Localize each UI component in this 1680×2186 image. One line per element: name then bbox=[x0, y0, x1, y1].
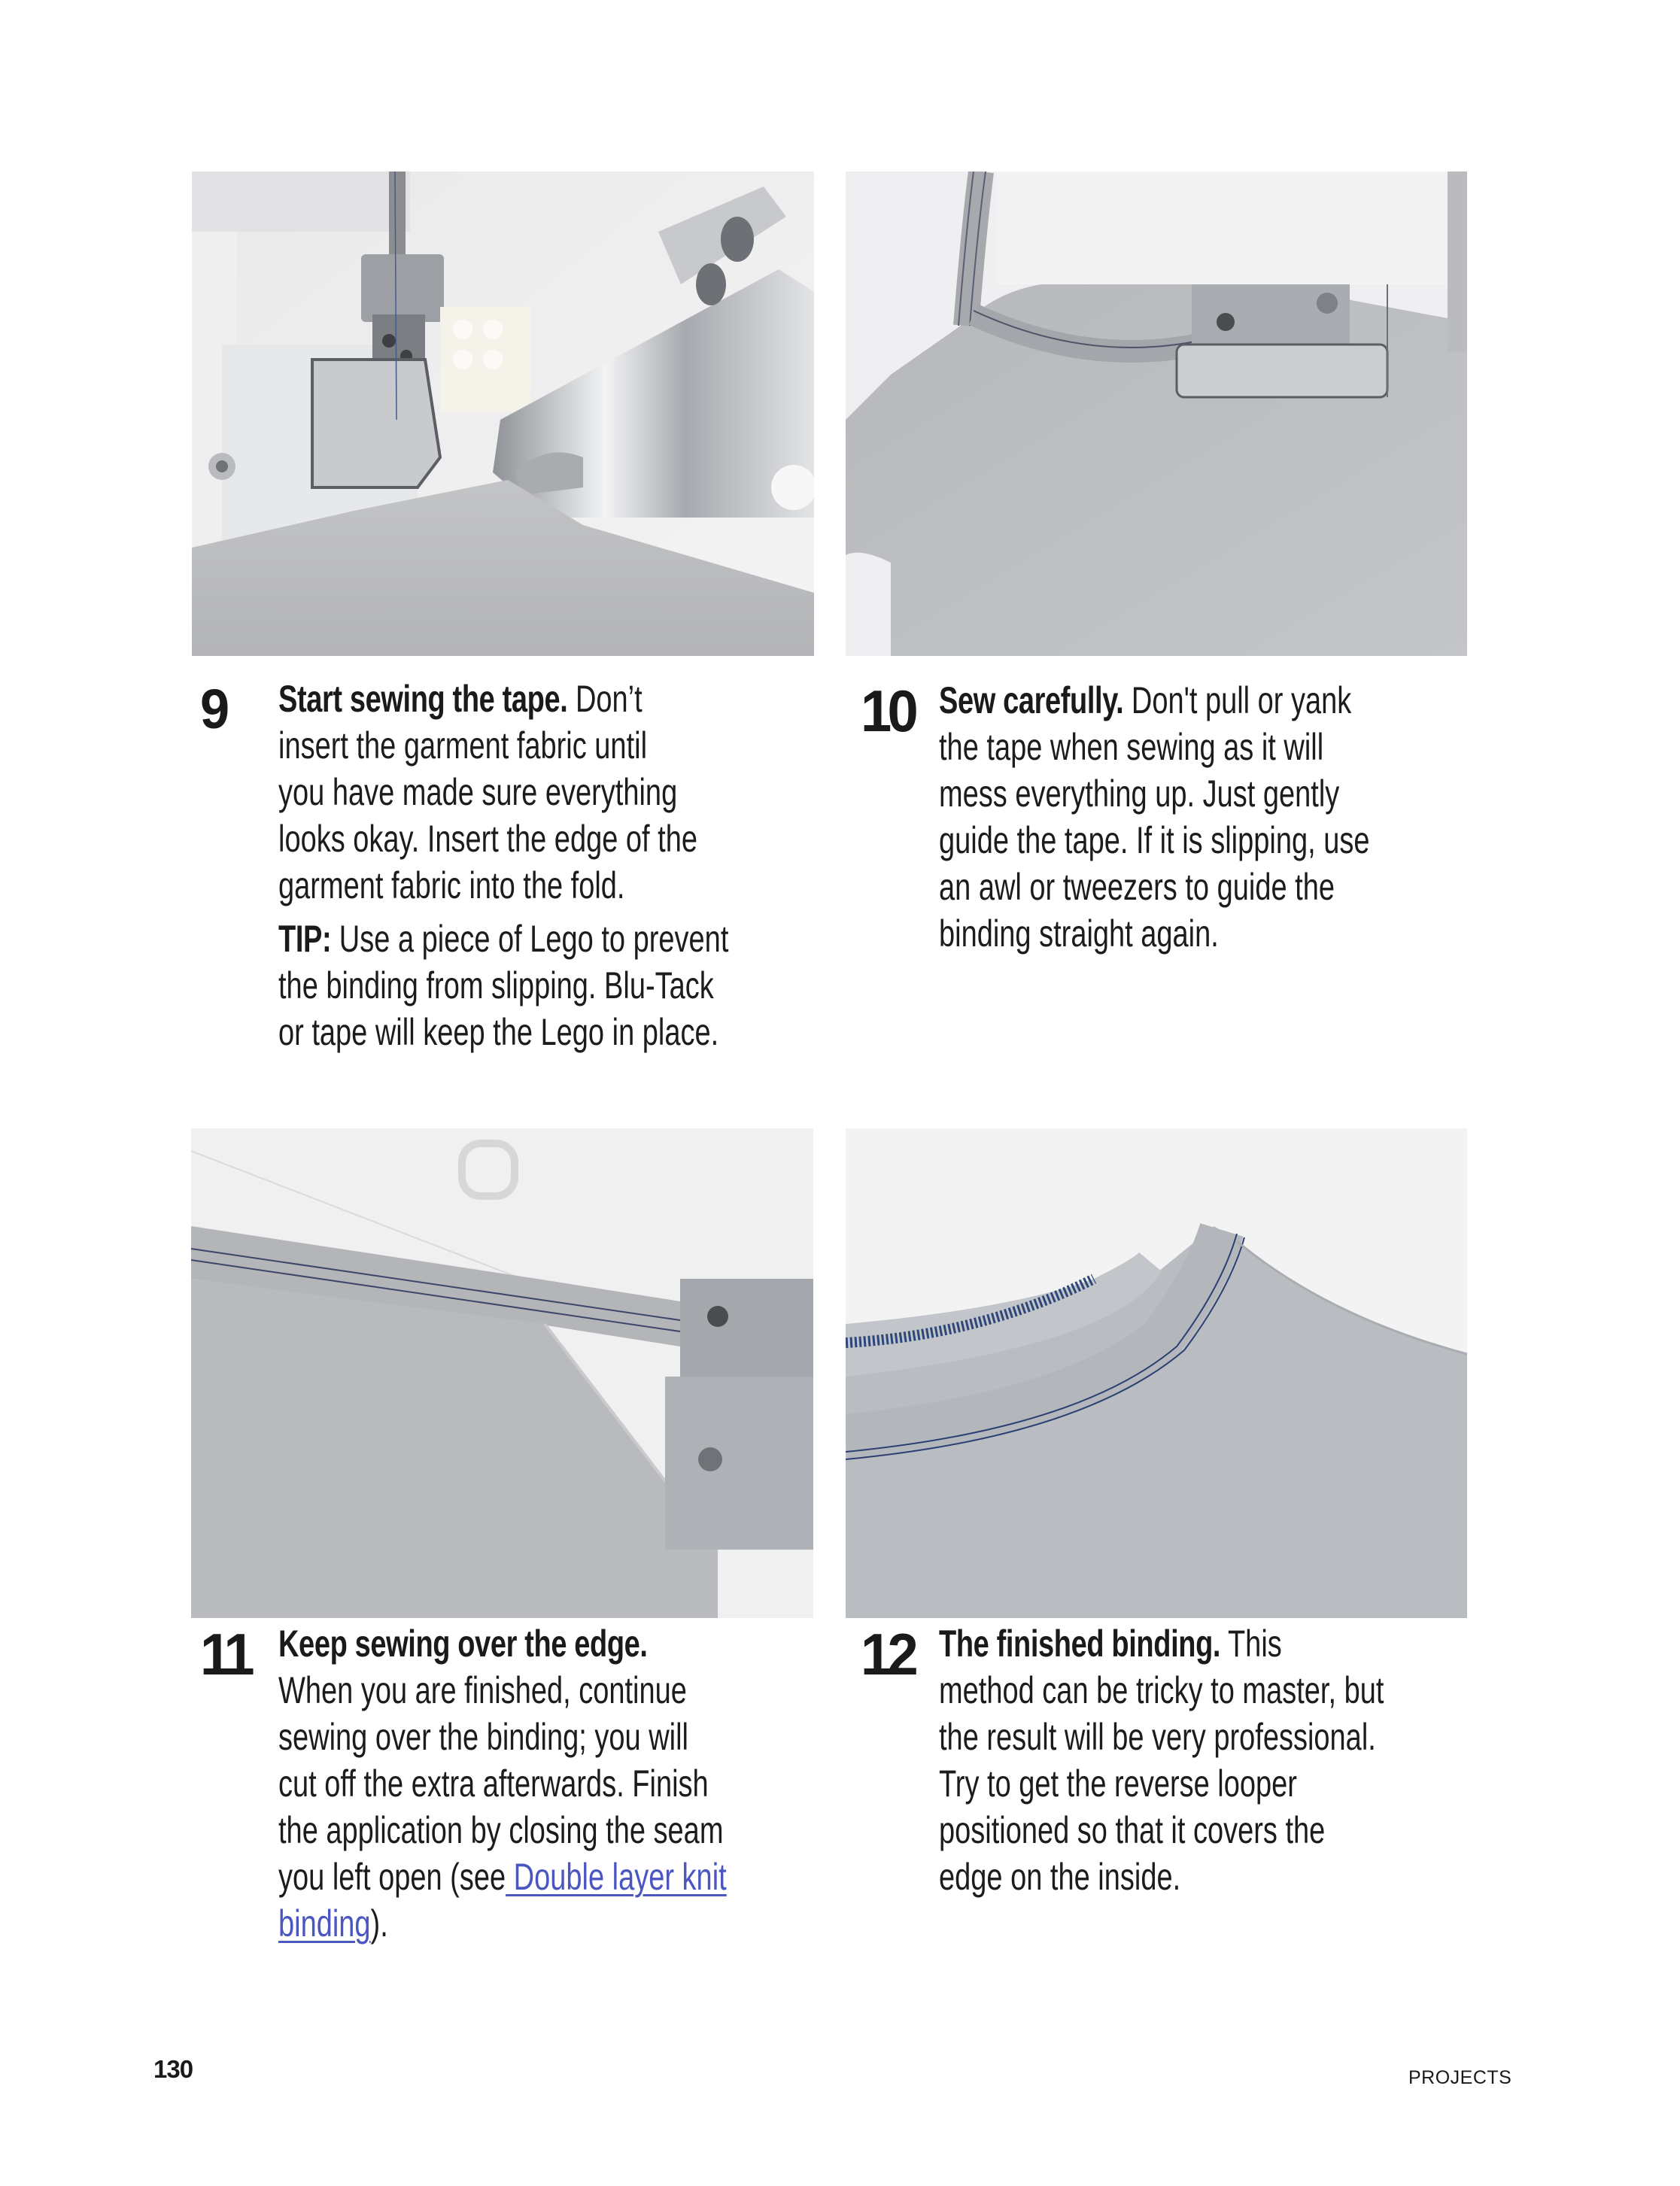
body-line: looks okay. Insert the edge of the bbox=[278, 818, 697, 860]
step-10-photo bbox=[846, 172, 1467, 656]
body-line: cut off the extra afterwards. Finish bbox=[278, 1762, 709, 1805]
step-10-text bbox=[939, 677, 1505, 957]
tip-label: TIP: bbox=[278, 918, 332, 960]
body-line: insert the garment fabric until bbox=[278, 724, 648, 767]
section-label: PROJECTS bbox=[1408, 2067, 1512, 2088]
body-line: the application by closing the seam bbox=[278, 1809, 724, 1851]
step-number: 12 bbox=[861, 1621, 915, 1687]
step-12-text bbox=[939, 1620, 1524, 1900]
body-line: Try to get the reverse looper bbox=[939, 1762, 1297, 1805]
step-heading-line bbox=[278, 1620, 727, 1667]
body-line: When you are finished, continue bbox=[278, 1669, 687, 1711]
step-heading: Keep sewing over the edge. bbox=[278, 1623, 648, 1665]
body-line: method can be tricky to master, but bbox=[939, 1669, 1384, 1711]
step-heading: Start sewing the tape. bbox=[278, 678, 568, 720]
step-heading: Sew carefully. bbox=[939, 679, 1124, 721]
step-12-photo bbox=[846, 1128, 1467, 1618]
tip-line: the binding from slipping. Blu-Tack bbox=[278, 964, 714, 1006]
sewing-over-edge-image bbox=[191, 1128, 813, 1618]
double-layer-knit-binding-link[interactable]: Double layer knit bbox=[506, 1856, 727, 1898]
step-number: 11 bbox=[200, 1621, 251, 1687]
body-line: binding). bbox=[278, 1902, 388, 1945]
body-line: you have made sure everything bbox=[278, 771, 678, 813]
body-line: positioned so that it covers the bbox=[939, 1809, 1326, 1851]
body-line: you left open (see Double layer knit bbox=[278, 1856, 727, 1898]
body-line: mess everything up. Just gently bbox=[939, 773, 1340, 815]
body-line: binding straight again. bbox=[939, 912, 1219, 955]
overlocker-binder-image bbox=[192, 172, 814, 656]
body-line: edge on the inside. bbox=[939, 1856, 1181, 1898]
body-line: the tape when sewing as it will bbox=[939, 726, 1324, 768]
page-number: 130 bbox=[153, 2055, 193, 2083]
step-number: 10 bbox=[861, 678, 915, 744]
step-heading: The finished binding. bbox=[939, 1623, 1221, 1665]
step-number: 9 bbox=[200, 678, 226, 740]
double-layer-knit-binding-link-cont[interactable]: binding bbox=[278, 1902, 371, 1945]
step-9-text bbox=[278, 676, 870, 1055]
body-line: garment fabric into the fold. bbox=[278, 864, 625, 906]
step-11-photo bbox=[191, 1128, 813, 1618]
step-heading-line: Sew carefully. Don't pull or yank bbox=[939, 679, 1352, 721]
body-line: an awl or tweezers to guide the bbox=[939, 866, 1335, 908]
tip-line: or tape will keep the Lego in place. bbox=[278, 1011, 719, 1053]
body-line: the result will be very professional. bbox=[939, 1716, 1376, 1758]
tip-line: TIP: Use a piece of Lego to prevent bbox=[278, 918, 729, 960]
step-heading-line: The finished binding. This bbox=[939, 1623, 1282, 1665]
finished-binding-image bbox=[846, 1128, 1467, 1618]
step-heading-line: Start sewing the tape. Don’t bbox=[278, 678, 643, 720]
step-11-text bbox=[278, 1620, 868, 1947]
tip-paragraph bbox=[278, 915, 870, 1055]
body-line: sewing over the binding; you will bbox=[278, 1716, 688, 1758]
neckline-sewing-image bbox=[846, 172, 1467, 656]
body-line: guide the tape. If it is slipping, use bbox=[939, 819, 1370, 861]
step-9-photo bbox=[192, 172, 814, 656]
